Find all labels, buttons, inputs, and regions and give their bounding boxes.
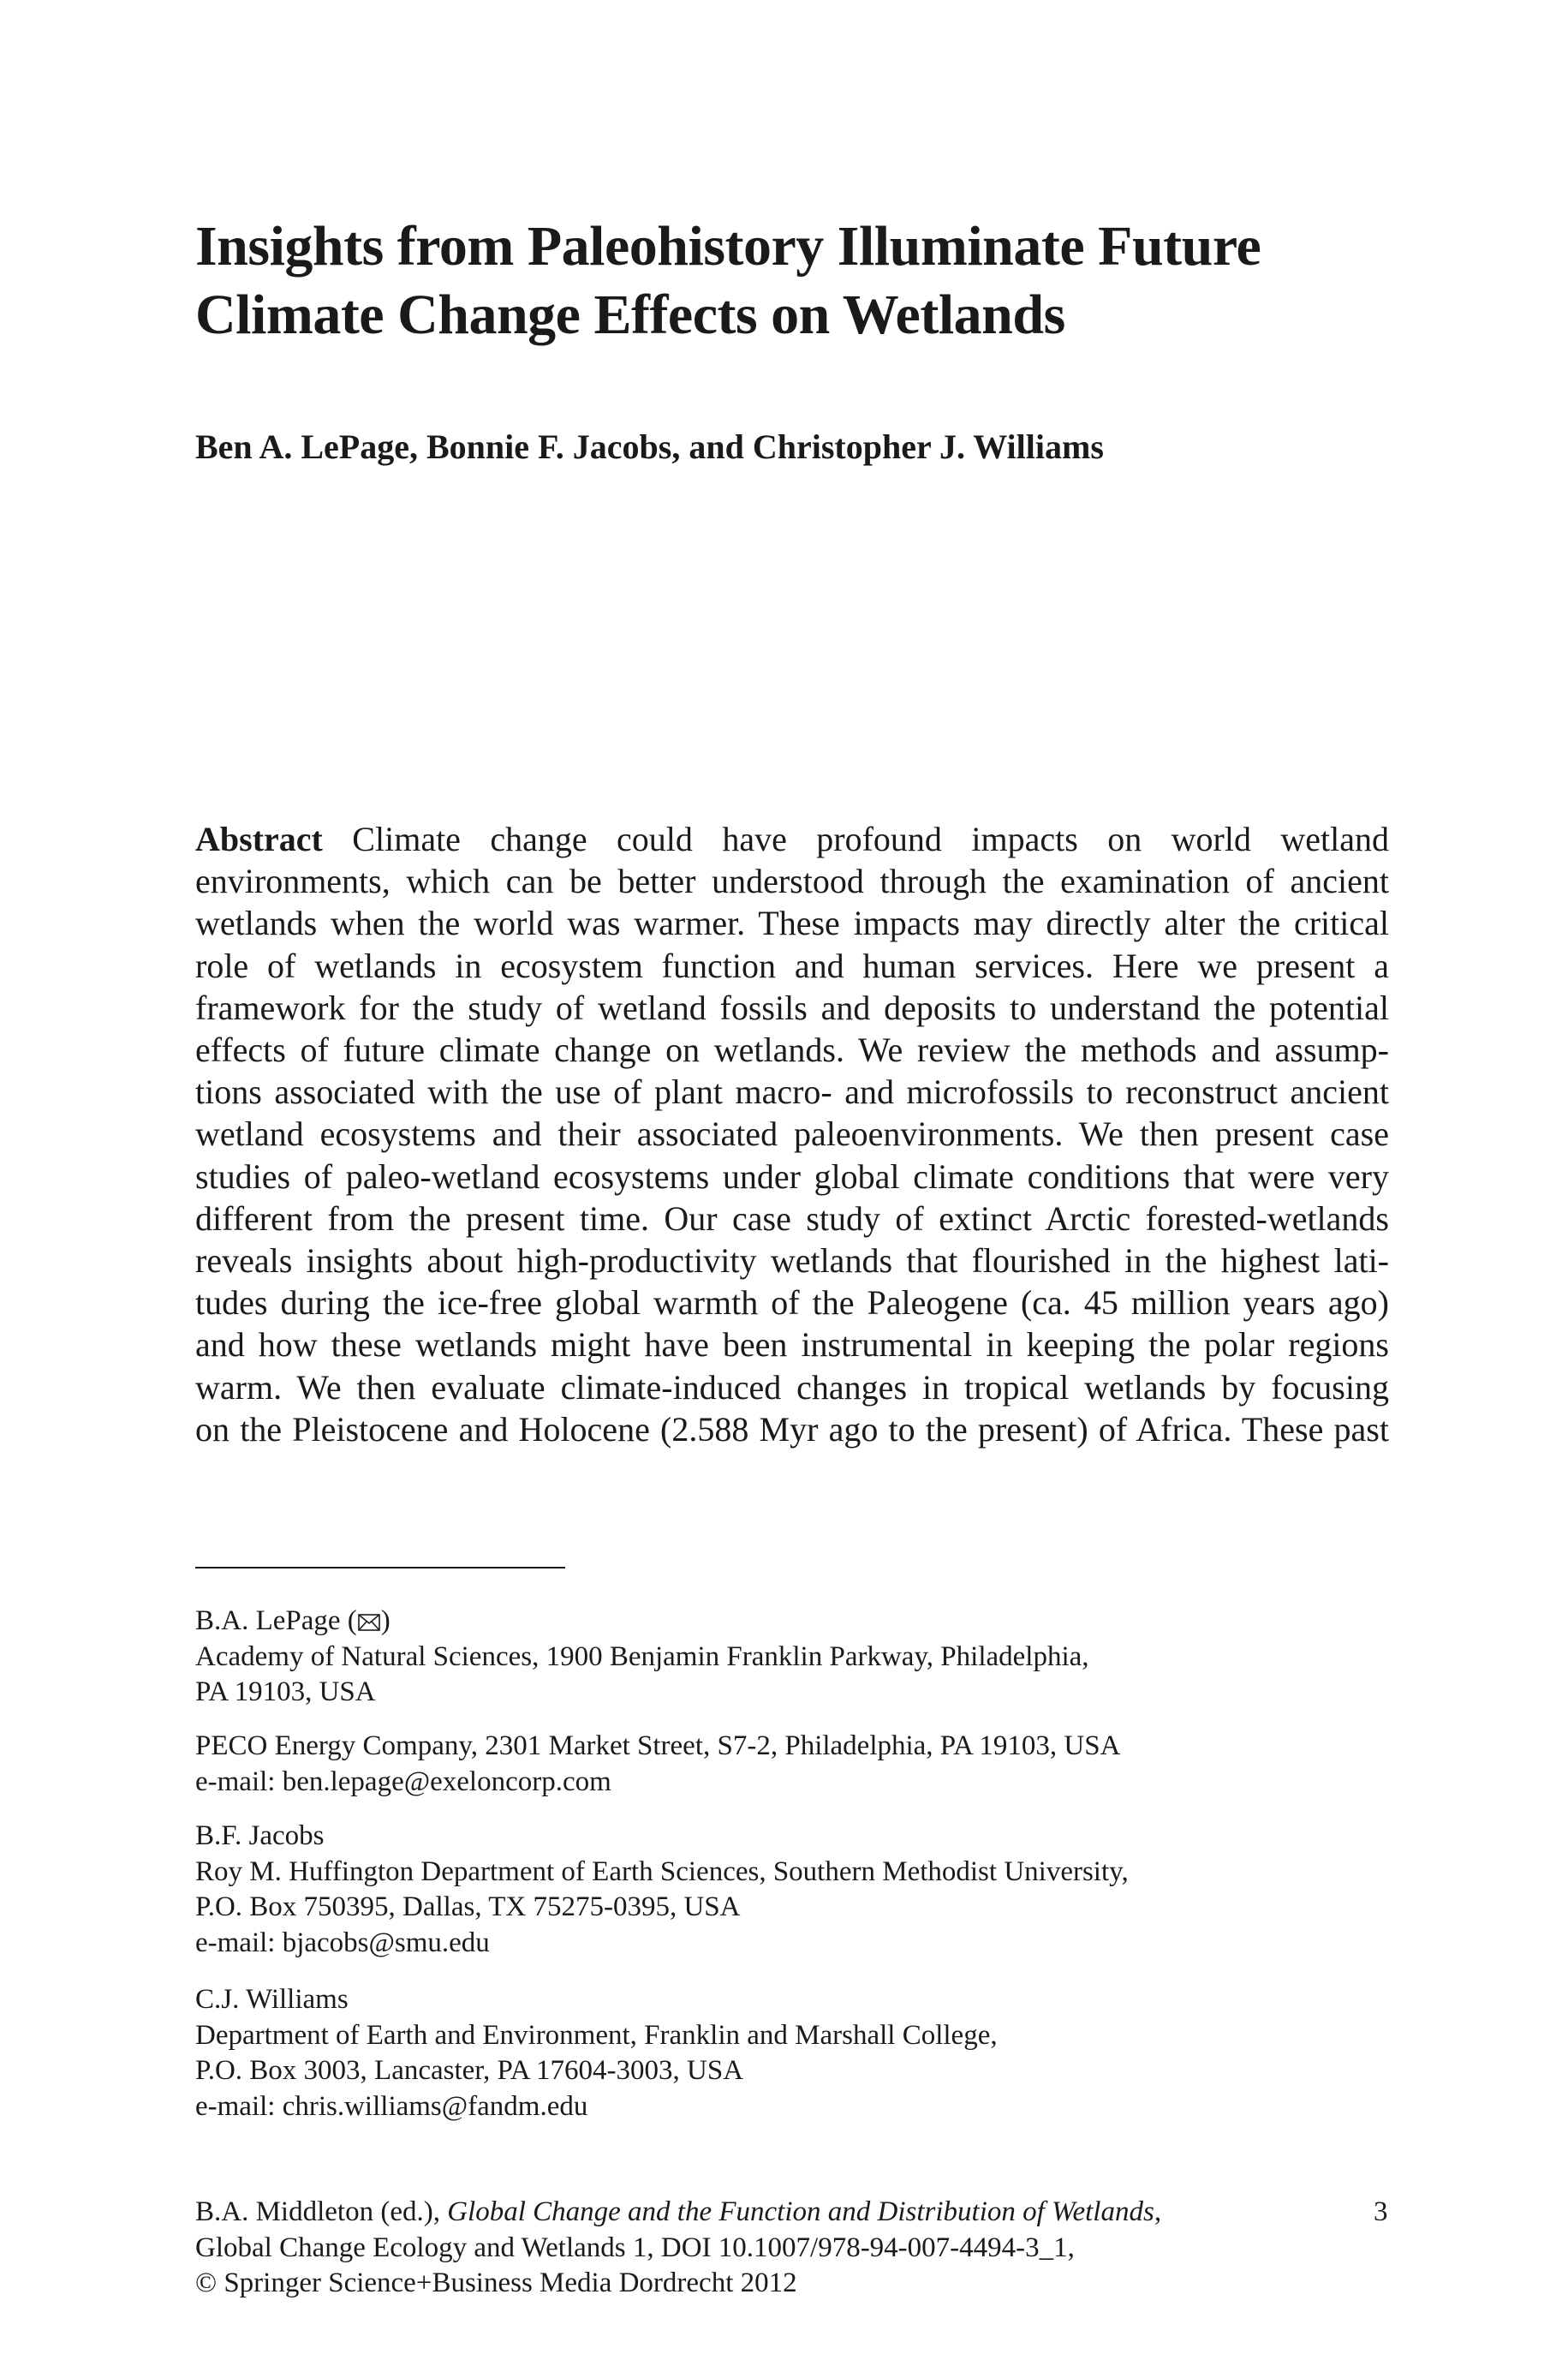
author-name: B.A. LePage ( [195, 1605, 357, 1636]
email-line: e-mail: chris.williams@fandm.edu [195, 2090, 588, 2122]
abstract-line: effects of future climate change on wetlands. We review the methods and assump- [195, 1031, 1389, 1070]
citation-editor: B.A. Middleton (ed.), [195, 2196, 448, 2227]
affiliation-line: P.O. Box 3003, Lancaster, PA 17604-3003, USA [195, 2055, 744, 2086]
affiliation-line: PECO Energy Company, 2301 Market Street, S7-2, Philadelphia, PA 19103, USA [195, 1730, 1121, 1761]
abstract-line: tions associated with the use of plant macro- and microfossils to reconstruct ancient [195, 1072, 1389, 1112]
abstract-line: and how these wetlands might have been instrumental in keeping the polar regions [195, 1325, 1389, 1365]
abstract [195, 818, 1389, 1450]
affiliation-line: Department of Earth and Environment, Franklin and Marshall College, [195, 2019, 998, 2051]
copyright-line: © Springer Science+Business Media Dordrecht 2012 [195, 2267, 797, 2298]
affiliation-line: Roy M. Huffington Department of Earth Sciences, Southern Methodist University, [195, 1855, 1129, 1887]
affiliation-peco [195, 1729, 1394, 1800]
abstract-line: wetland ecosystems and their associated paleoenvironments. We then present case [195, 1114, 1389, 1154]
author-list: Ben A. LePage, Bonnie F. Jacobs, and Christopher J. Williams [195, 427, 1104, 466]
citation-punct: , [1154, 2196, 1162, 2227]
citation-book-title: Global Change and the Function and Distribution of Wetlands [447, 2196, 1154, 2227]
affiliation-line: Academy of Natural Sciences, 1900 Benjamin Franklin Parkway, Philadelphia, [195, 1640, 1089, 1672]
citation-footer [195, 2195, 1394, 2302]
footnote-divider [195, 1567, 565, 1568]
author-name-line [195, 1604, 1394, 1640]
affiliation-lepage [195, 1604, 1394, 1711]
abstract-line-text: Climate change could have profound impacts on world wetland [352, 820, 1390, 858]
abstract-label: Abstract [195, 820, 323, 858]
title-line: Insights from Paleohistory Illuminate Future [195, 215, 1261, 278]
envelope-icon [358, 1614, 380, 1631]
abstract-line: studies of paleo-wetland ecosystems under global climate conditions that were very [195, 1156, 1389, 1196]
affiliation-jacobs [195, 1819, 1394, 1961]
abstract-line: warm. We then evaluate climate-induced changes in tropical wetlands by focusing [195, 1367, 1389, 1407]
abstract-line: on the Pleistocene and Holocene (2.588 Myr ago to the present) of Africa. These past [195, 1409, 1389, 1449]
citation-line [195, 2195, 1394, 2231]
email-line: e-mail: bjacobs@smu.edu [195, 1927, 490, 1958]
abstract-line [195, 818, 1389, 860]
author-name: B.F. Jacobs [195, 1820, 325, 1851]
paper-title [195, 212, 1394, 350]
author-name: C.J. Williams [195, 1984, 349, 2015]
abstract-line: role of wetlands in ecosystem function and human services. Here we present a [195, 946, 1389, 985]
page-number: 3 [1374, 2196, 1388, 2227]
email-line: e-mail: ben.lepage@exeloncorp.com [195, 1766, 611, 1797]
abstract-line: reveals insights about high-productivity wetlands that flourished in the highest lati- [195, 1241, 1389, 1281]
author-name-close: ) [380, 1605, 391, 1636]
abstract-line: different from the present time. Our case study of extinct Arctic forested-wetlands [195, 1198, 1389, 1238]
abstract-line: tudes during the ice-free global warmth of the Paleogene (ca. 45 million years ago) [195, 1283, 1389, 1323]
abstract-line: environments, which can be better understood through the examination of ancient [195, 862, 1389, 901]
abstract-line: wetlands when the world was warmer. These impacts may directly alter the critical [195, 904, 1389, 943]
citation-series: Global Change Ecology and Wetlands 1, DOI 10.1007/978-94-007-4494-3_1, [195, 2232, 1075, 2263]
title-line: Climate Change Effects on Wetlands [195, 284, 1065, 346]
abstract-line: framework for the study of wetland fossils and deposits to understand the potential [195, 988, 1389, 1027]
affiliation-line: P.O. Box 750395, Dallas, TX 75275-0395, USA [195, 1891, 741, 1922]
affiliation-line: PA 19103, USA [195, 1676, 376, 1707]
affiliation-williams [195, 1982, 1394, 2124]
